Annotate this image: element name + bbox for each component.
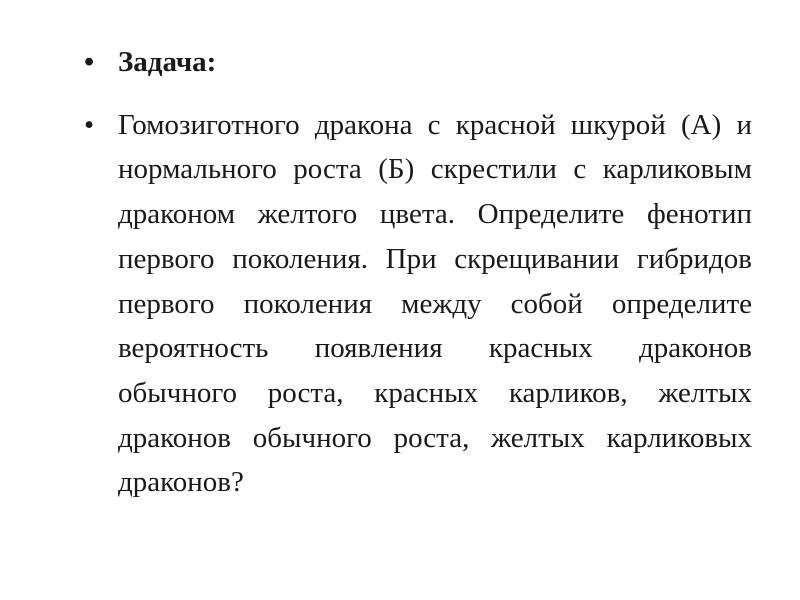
bullet-marker: • bbox=[84, 46, 95, 78]
bullet-item-task-text bbox=[80, 103, 752, 505]
task-heading: Задача: bbox=[118, 46, 217, 78]
task-text: Гомозиготного дракона с красной шкурой (А) и нормального роста (Б) скрестили с карликовым драконом желтого цвета. Определите фенотип первого поколения. При скрещивании гибридов первого поколения между собой определите вероятность появления красных драконов обычного роста, красных карликов, желтых драконов обычного роста, желтых карликовых драконов? bbox=[118, 108, 752, 499]
bullet-marker: • bbox=[84, 108, 95, 141]
bullet-item-task-heading bbox=[80, 40, 752, 85]
bullet-list bbox=[80, 40, 752, 505]
